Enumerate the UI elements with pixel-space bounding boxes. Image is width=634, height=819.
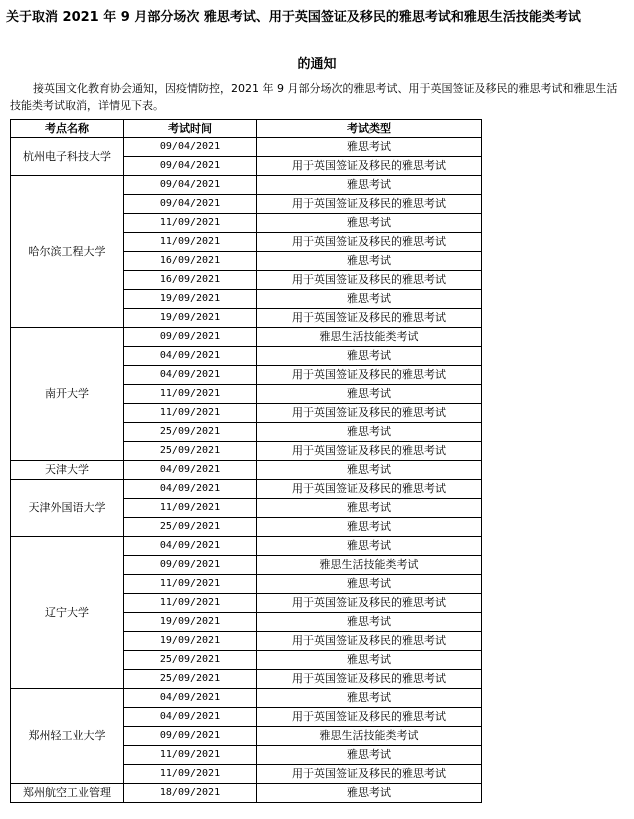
exam-type-cell: 用于英国签证及移民的雅思考试 bbox=[257, 309, 482, 328]
venue-cell: 哈尔滨工程大学 bbox=[11, 176, 124, 328]
exam-type-cell: 用于英国签证及移民的雅思考试 bbox=[257, 670, 482, 689]
exam-date-cell: 11/09/2021 bbox=[124, 765, 257, 784]
header-exam-type: 考试类型 bbox=[257, 120, 482, 138]
exam-type-cell: 用于英国签证及移民的雅思考试 bbox=[257, 632, 482, 651]
header-exam-date: 考试时间 bbox=[124, 120, 257, 138]
cancellation-table bbox=[10, 119, 482, 803]
exam-date-cell: 11/09/2021 bbox=[124, 499, 257, 518]
exam-date-cell: 16/09/2021 bbox=[124, 271, 257, 290]
exam-date-cell: 25/09/2021 bbox=[124, 423, 257, 442]
exam-type-cell: 用于英国签证及移民的雅思考试 bbox=[257, 594, 482, 613]
exam-date-cell: 11/09/2021 bbox=[124, 575, 257, 594]
notice-title-line2: 的通知 bbox=[297, 57, 337, 72]
exam-type-cell: 雅思考试 bbox=[257, 537, 482, 556]
exam-date-cell: 11/09/2021 bbox=[124, 404, 257, 423]
venue-cell: 辽宁大学 bbox=[11, 537, 124, 689]
table-row bbox=[11, 176, 482, 195]
exam-date-cell: 09/09/2021 bbox=[124, 556, 257, 575]
exam-date-cell: 09/04/2021 bbox=[124, 195, 257, 214]
exam-type-cell: 雅思考试 bbox=[257, 252, 482, 271]
exam-date-cell: 09/09/2021 bbox=[124, 727, 257, 746]
exam-date-cell: 11/09/2021 bbox=[124, 233, 257, 252]
exam-date-cell: 09/04/2021 bbox=[124, 176, 257, 195]
exam-date-cell: 19/09/2021 bbox=[124, 309, 257, 328]
exam-date-cell: 04/09/2021 bbox=[124, 689, 257, 708]
exam-date-cell: 11/09/2021 bbox=[124, 385, 257, 404]
exam-type-cell: 用于英国签证及移民的雅思考试 bbox=[257, 765, 482, 784]
intro-paragraph: 接英国文化教育协会通知，因疫情防控，2021 年 9 月部分场次的雅思考试、用于英国签证及移民的雅思考试和雅思生活技能类考试取消，详情见下表。 bbox=[10, 82, 618, 112]
exam-date-cell: 19/09/2021 bbox=[124, 632, 257, 651]
exam-date-cell: 11/09/2021 bbox=[124, 594, 257, 613]
venue-cell: 天津大学 bbox=[11, 461, 124, 480]
exam-date-cell: 09/04/2021 bbox=[124, 138, 257, 157]
exam-type-cell: 用于英国签证及移民的雅思考试 bbox=[257, 233, 482, 252]
exam-type-cell: 用于英国签证及移民的雅思考试 bbox=[257, 195, 482, 214]
exam-date-cell: 11/09/2021 bbox=[124, 214, 257, 233]
exam-date-cell: 09/09/2021 bbox=[124, 328, 257, 347]
table-row bbox=[11, 689, 482, 708]
exam-date-cell: 25/09/2021 bbox=[124, 670, 257, 689]
exam-type-cell: 雅思考试 bbox=[257, 290, 482, 309]
table-row bbox=[11, 537, 482, 556]
exam-type-cell: 雅思考试 bbox=[257, 746, 482, 765]
exam-date-cell: 04/09/2021 bbox=[124, 480, 257, 499]
exam-date-cell: 25/09/2021 bbox=[124, 442, 257, 461]
exam-type-cell: 用于英国签证及移民的雅思考试 bbox=[257, 271, 482, 290]
exam-date-cell: 04/09/2021 bbox=[124, 347, 257, 366]
exam-type-cell: 雅思考试 bbox=[257, 461, 482, 480]
exam-type-cell: 雅思考试 bbox=[257, 347, 482, 366]
exam-type-cell: 雅思考试 bbox=[257, 214, 482, 233]
exam-type-cell: 雅思考试 bbox=[257, 575, 482, 594]
exam-type-cell: 雅思考试 bbox=[257, 613, 482, 632]
exam-type-cell: 雅思考试 bbox=[257, 651, 482, 670]
exam-type-cell: 雅思生活技能类考试 bbox=[257, 727, 482, 746]
exam-type-cell: 雅思考试 bbox=[257, 784, 482, 803]
exam-date-cell: 18/09/2021 bbox=[124, 784, 257, 803]
exam-type-cell: 雅思考试 bbox=[257, 518, 482, 537]
venue-cell: 天津外国语大学 bbox=[11, 480, 124, 537]
venue-cell: 郑州航空工业管理 bbox=[11, 784, 124, 803]
exam-type-cell: 雅思考试 bbox=[257, 138, 482, 157]
exam-date-cell: 11/09/2021 bbox=[124, 746, 257, 765]
venue-cell: 郑州轻工业大学 bbox=[11, 689, 124, 784]
table-row bbox=[11, 138, 482, 157]
exam-date-cell: 04/09/2021 bbox=[124, 461, 257, 480]
exam-date-cell: 09/04/2021 bbox=[124, 157, 257, 176]
exam-type-cell: 雅思生活技能类考试 bbox=[257, 328, 482, 347]
venue-cell: 杭州电子科技大学 bbox=[11, 138, 124, 176]
notice-title: 关于取消 2021 年 9 月部分场次 雅思考试、用于英国签证及移民的雅思考试和雅思生活技能类考试 bbox=[6, 10, 581, 25]
exam-type-cell: 雅思考试 bbox=[257, 176, 482, 195]
exam-type-cell: 雅思考试 bbox=[257, 423, 482, 442]
table-row bbox=[11, 480, 482, 499]
exam-type-cell: 雅思考试 bbox=[257, 499, 482, 518]
header-venue: 考点名称 bbox=[11, 120, 124, 138]
exam-date-cell: 04/09/2021 bbox=[124, 708, 257, 727]
exam-type-cell: 用于英国签证及移民的雅思考试 bbox=[257, 442, 482, 461]
exam-date-cell: 19/09/2021 bbox=[124, 290, 257, 309]
exam-type-cell: 雅思生活技能类考试 bbox=[257, 556, 482, 575]
exam-date-cell: 25/09/2021 bbox=[124, 651, 257, 670]
table-row bbox=[11, 328, 482, 347]
exam-type-cell: 用于英国签证及移民的雅思考试 bbox=[257, 480, 482, 499]
table-body bbox=[11, 138, 482, 803]
table-row bbox=[11, 784, 482, 803]
exam-date-cell: 04/09/2021 bbox=[124, 537, 257, 556]
exam-date-cell: 19/09/2021 bbox=[124, 613, 257, 632]
exam-type-cell: 用于英国签证及移民的雅思考试 bbox=[257, 366, 482, 385]
exam-type-cell: 用于英国签证及移民的雅思考试 bbox=[257, 708, 482, 727]
exam-date-cell: 04/09/2021 bbox=[124, 366, 257, 385]
table-header-row bbox=[11, 120, 482, 138]
exam-date-cell: 25/09/2021 bbox=[124, 518, 257, 537]
table-row bbox=[11, 461, 482, 480]
exam-type-cell: 雅思考试 bbox=[257, 385, 482, 404]
exam-date-cell: 16/09/2021 bbox=[124, 252, 257, 271]
venue-cell: 南开大学 bbox=[11, 328, 124, 461]
exam-type-cell: 用于英国签证及移民的雅思考试 bbox=[257, 404, 482, 423]
exam-type-cell: 雅思考试 bbox=[257, 689, 482, 708]
exam-type-cell: 用于英国签证及移民的雅思考试 bbox=[257, 157, 482, 176]
